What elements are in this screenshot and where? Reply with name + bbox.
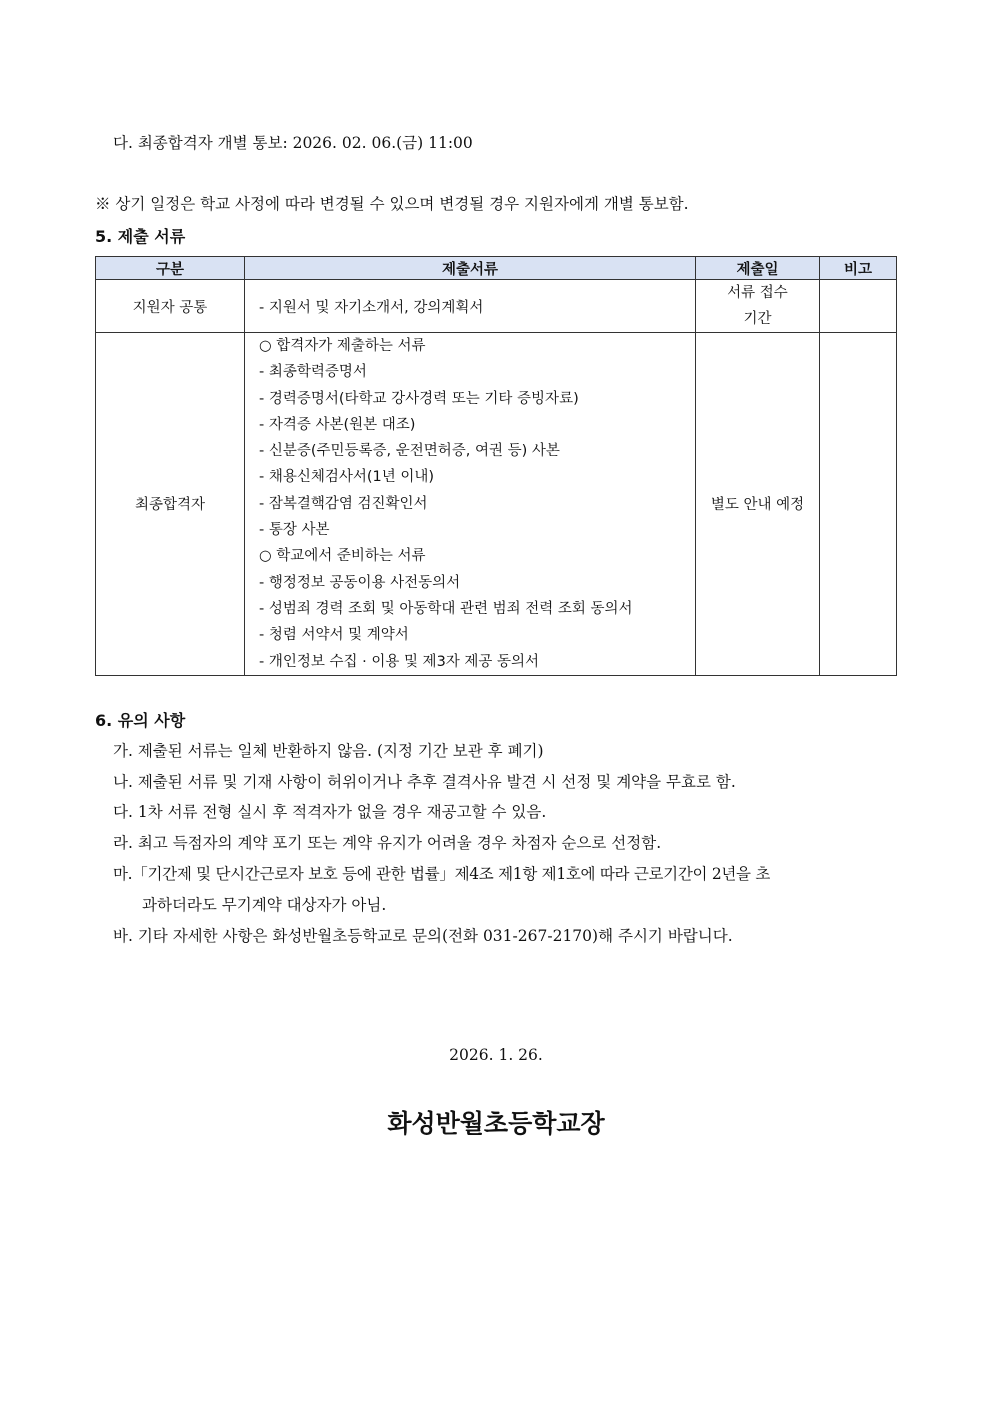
document-item: ○ 학교에서 준비하는 서류: [259, 548, 426, 565]
note-item: 라. 최고 득점자의 계약 포기 또는 계약 유지가 어려울 경우 차점자 순으로 선정함.: [113, 834, 662, 852]
document-item: - 개인정보 수집 · 이용 및 제3자 제공 동의서: [259, 653, 540, 670]
header-remarks: 비고: [820, 257, 897, 280]
section6-title: 6. 유의 사항: [95, 711, 186, 730]
document-item: - 신분증(주민등록증, 운전면허증, 여권 등) 사본: [259, 443, 560, 460]
document-date: 2026. 1. 26.: [449, 1046, 543, 1064]
note-item: 마.「기간제 및 단시간근로자 보호 등에 관한 법률」제4조 제1항 제1호에 따라 근로기간이 2년을 초: [113, 865, 771, 883]
section5-title: 5. 제출 서류: [95, 227, 186, 246]
row1-category: 지원자 공통: [96, 280, 245, 333]
row2-documents: [245, 333, 696, 676]
row2-category: 최종합격자: [96, 333, 245, 676]
schedule-change-note: ※ 상기 일정은 학교 사정에 따라 변경될 수 있으며 변경될 경우 지원자에게 개별 통보함.: [95, 195, 689, 213]
document-item: - 자격증 사본(원본 대조): [259, 416, 416, 433]
note-item: 가. 제출된 서류는 일체 반환하지 않음. (지정 기간 보관 후 폐기): [113, 742, 544, 760]
document-item: - 최종학력증명서: [259, 364, 367, 381]
header-date: 제출일: [696, 257, 820, 280]
table-header-row: [96, 257, 897, 280]
document-item: - 통장 사본: [259, 522, 330, 539]
header-category: 구분: [96, 257, 245, 280]
submission-documents-table: [95, 256, 897, 676]
row1-date-line1: 서류 접수: [727, 285, 788, 301]
row1-date-line2: 기간: [743, 311, 772, 327]
row1-remarks: [820, 280, 897, 333]
document-item: - 청렴 서약서 및 계약서: [259, 627, 409, 644]
header-documents: 제출서류: [245, 257, 696, 280]
document-item: - 행정정보 공동이용 사전동의서: [259, 574, 461, 591]
note-item: 바. 기타 자세한 사항은 화성반월초등학교로 문의(전화 031-267-2170)해 주시기 바랍니다.: [113, 927, 733, 945]
row2-remarks: [820, 333, 897, 676]
note-item-continuation: 과하더라도 무기계약 대상자가 아님.: [142, 896, 387, 914]
document-item: ○ 합격자가 제출하는 서류: [259, 338, 426, 354]
row2-date: 별도 안내 예정: [696, 333, 820, 676]
document-item: - 잠복결핵감염 검진확인서: [259, 495, 428, 512]
row1-documents: - 지원서 및 자기소개서, 강의계획서: [245, 280, 696, 333]
document-item: - 채용신체검사서(1년 이내): [259, 469, 435, 486]
document-item: - 경력증명서(타학교 강사경력 또는 기타 증빙자료): [259, 390, 579, 407]
note-item: 나. 제출된 서류 및 기재 사항이 허위이거나 추후 결격사유 발견 시 선정 및 계약을 무효로 함.: [113, 773, 736, 791]
principal-signature: 화성반월초등학교장: [387, 1109, 605, 1138]
table-row: [96, 333, 897, 676]
row1-date: [696, 280, 820, 333]
document-item: - 성범죄 경력 조회 및 아동학대 관련 범죄 전력 조회 동의서: [259, 600, 633, 617]
notice-final-announcement: 다. 최종합격자 개별 통보: 2026. 02. 06.(금) 11:00: [113, 134, 473, 152]
table-row: [96, 280, 897, 333]
note-item: 다. 1차 서류 전형 실시 후 적격자가 없을 경우 재공고할 수 있음.: [113, 803, 547, 821]
